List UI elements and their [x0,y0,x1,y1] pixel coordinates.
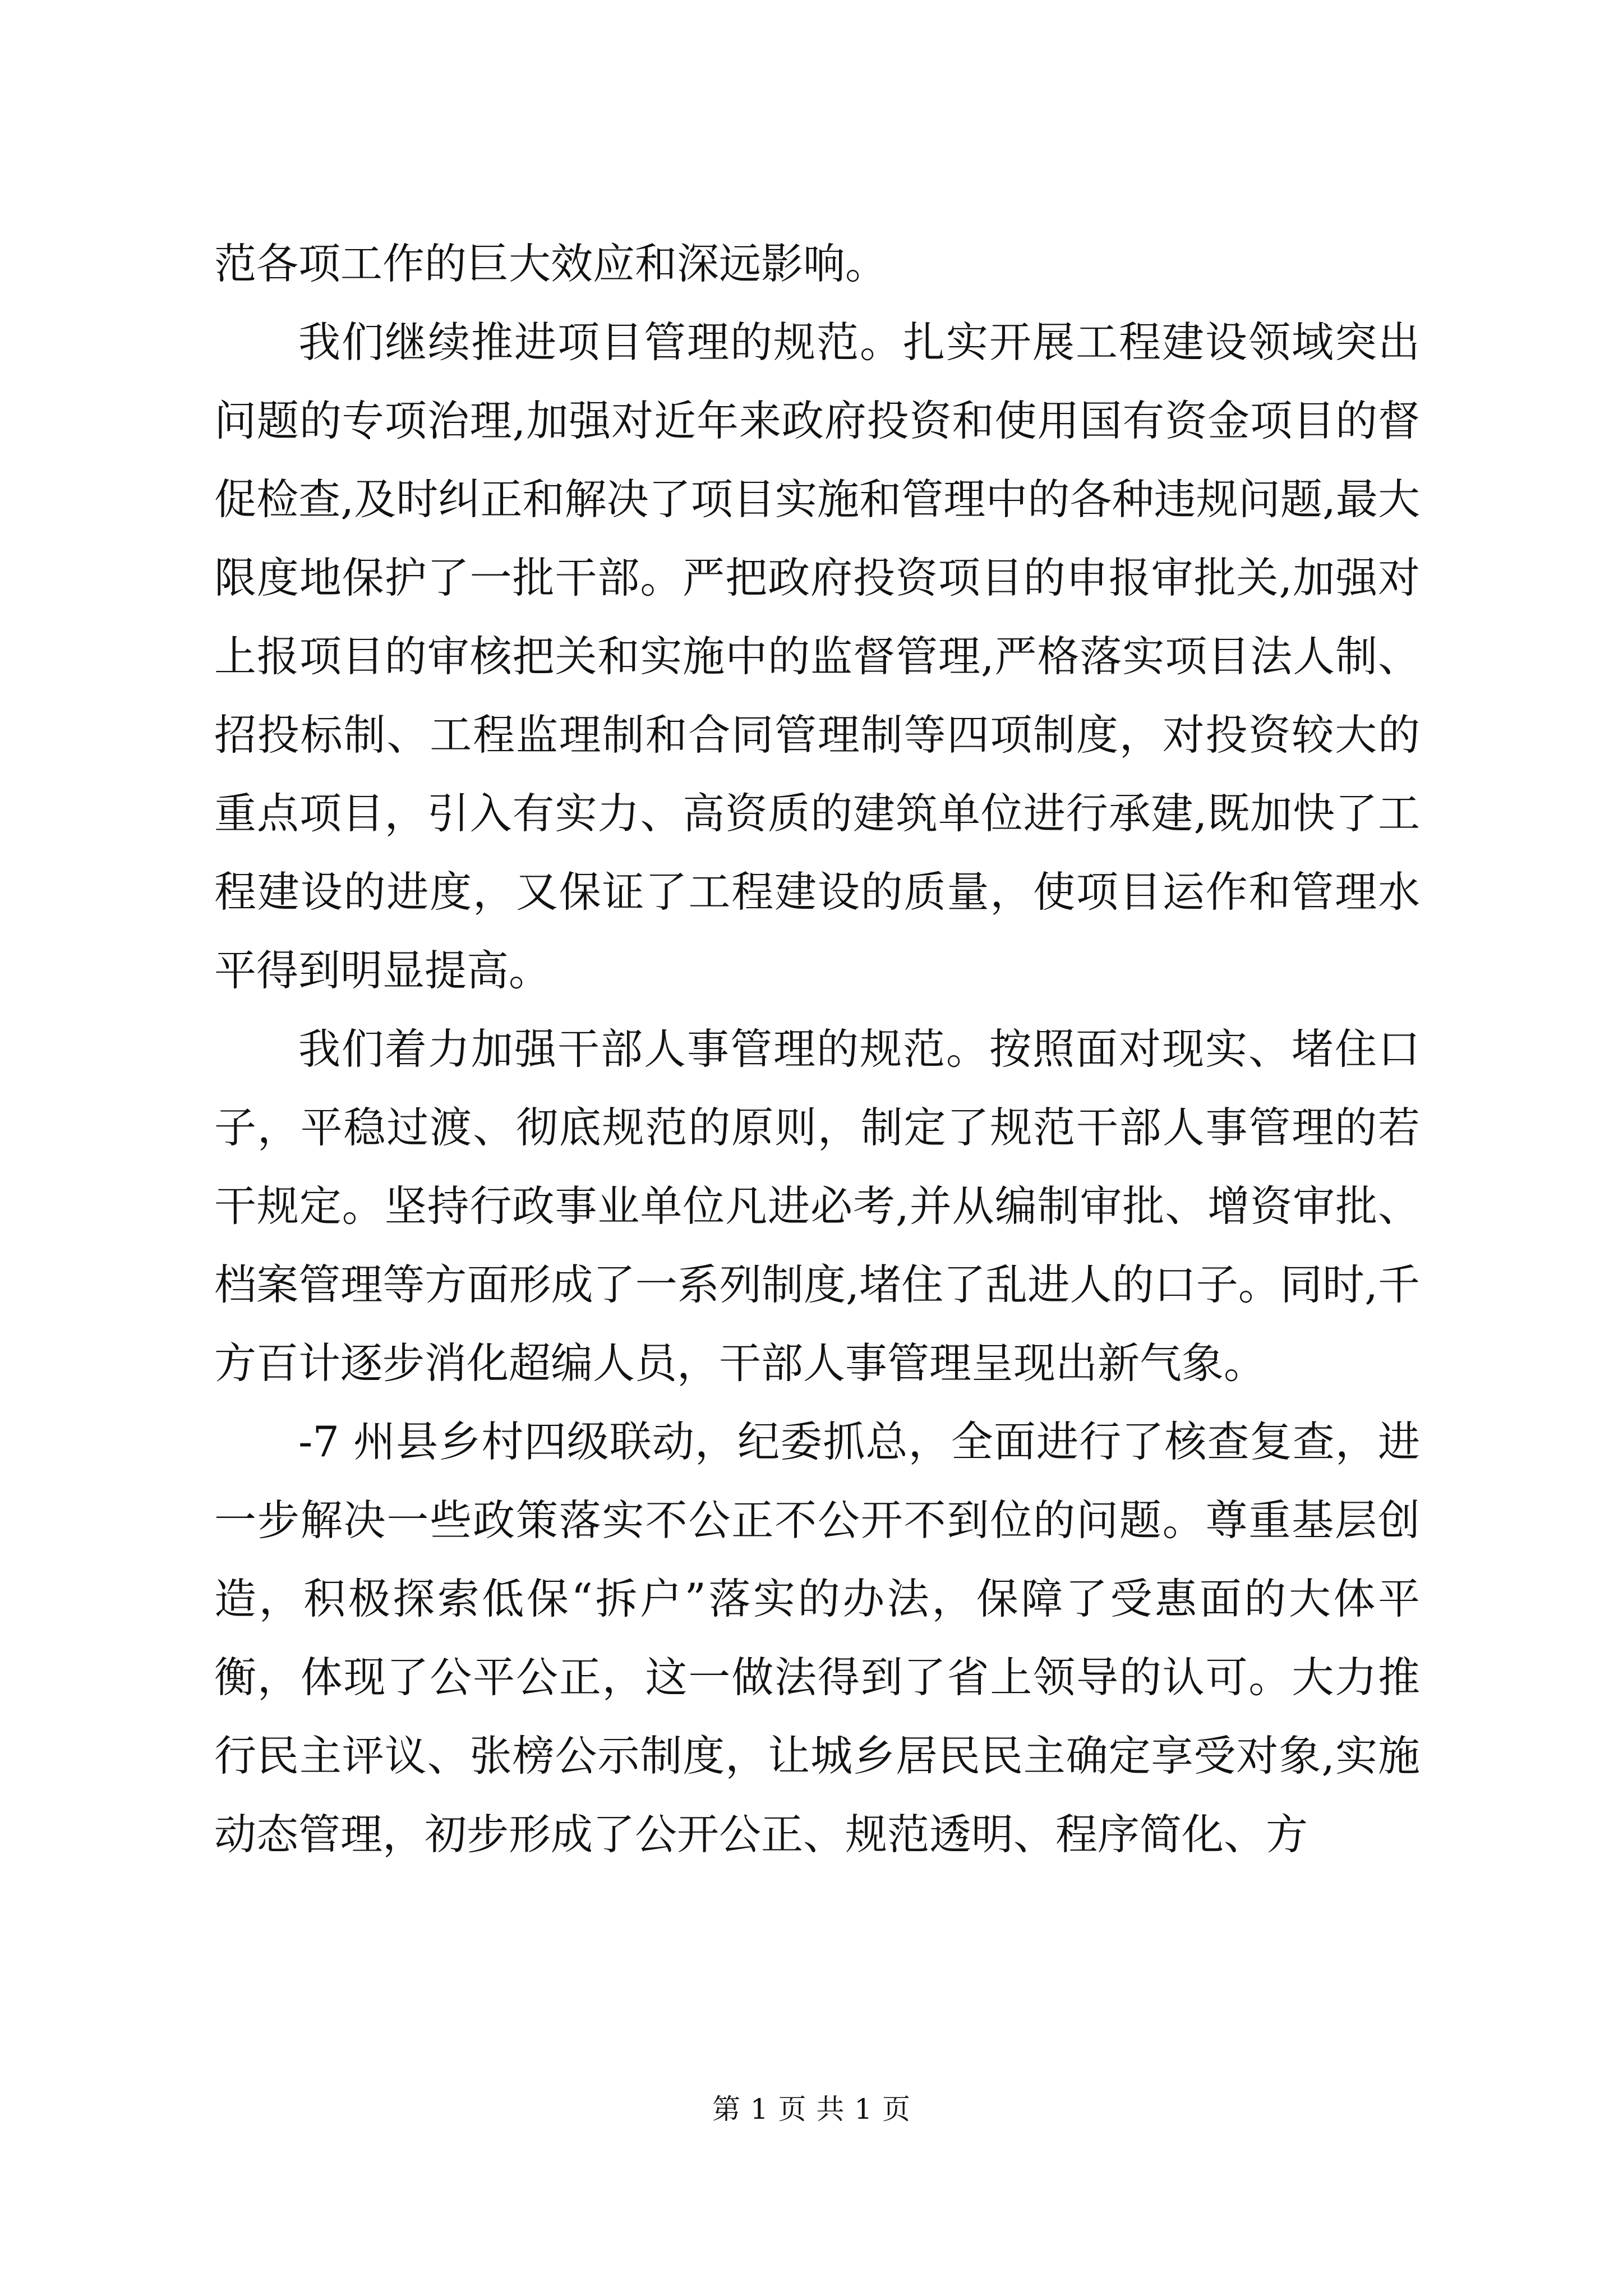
page-footer: 第 1 页 共 1 页 [712,2093,911,2125]
paragraph-four-level-linkage: -7 州县乡村四级联动，纪委抓总，全面进行了核查复查，进一步解决一些政策落实不公正不公开不到位的问题。尊重基层创造，积极探索低保“拆户”落实的办法，保障了受惠面的大体平衡，体现了公平公正，这一做法得到了省上领导的认可。大力推行民主评议、张榜公示制度，让城乡居民民主确定享受对象,实施动态管理，初步形成了公开公正、规范透明、程序简化、方 [214,1417,1420,1859]
document-body [214,224,1420,1874]
paragraph-project-management: 我们继续推进项目管理的规范。扎实开展工程建设领域突出问题的专项治理,加强对近年来政府投资和使用国有资金项目的督促检查,及时纠正和解决了项目实施和管理中的各种违规问题,最大限度地保护了一批干部。严把政府投资项目的申报审批关,加强对上报项目的审核把关和实施中的监督管理,严格落实项目法人制、招投标制、工程监理制和合同管理制等四项制度，对投资较大的重点项目，引入有实力、高资质的建筑单位进行承建,既加快了工程建设的进度，又保证了工程建设的质量，使项目运作和管理水平得到明显提高。 [214,318,1420,995]
paragraph-continued: 范各项工作的巨大效应和深远影响。 [214,239,888,288]
paragraph-personnel-management: 我们着力加强干部人事管理的规范。按照面对现实、堵住口子，平稳过渡、彻底规范的原则，制定了规范干部人事管理的若干规定。坚持行政事业单位凡进必考,并从编制审批、增资审批、档案管理等方面形成了一系列制度,堵住了乱进人的口子。同时,千方百计逐步消化超编人员，干部人事管理呈现出新气象。 [214,1024,1420,1388]
